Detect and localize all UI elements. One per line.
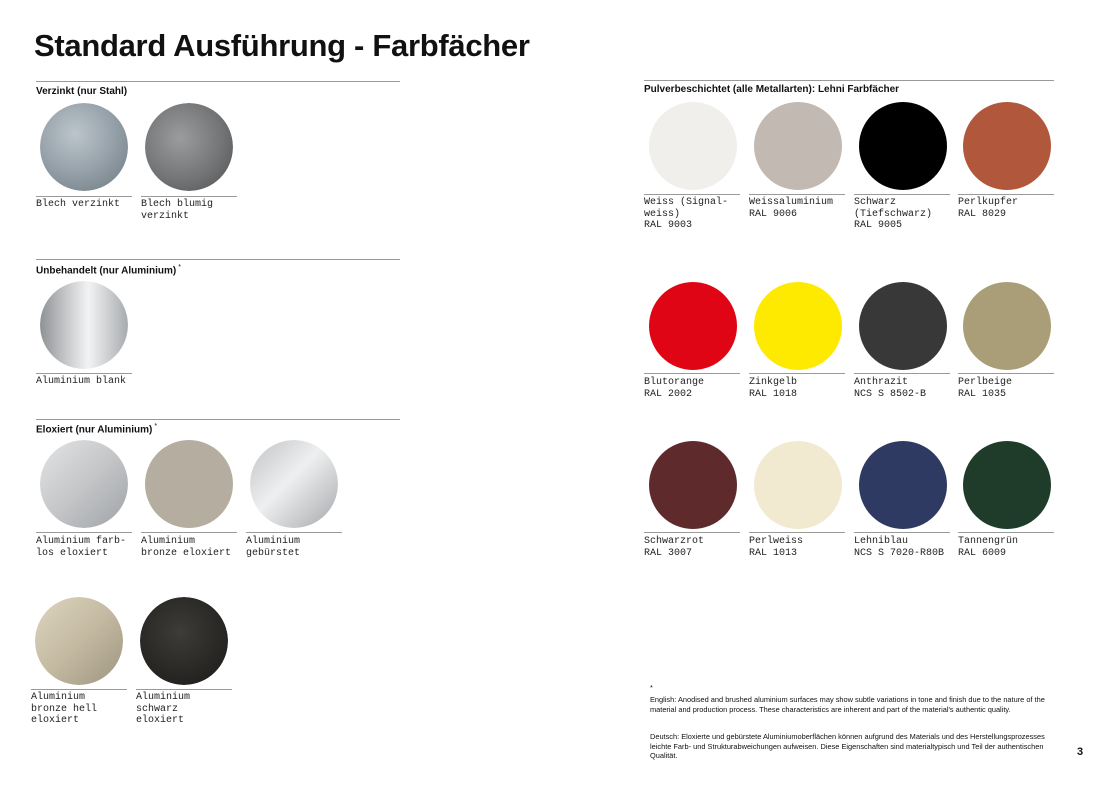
swatch-alu-gebuerstet	[250, 440, 338, 528]
page-title: Standard Ausführung - Farbfächer	[34, 28, 530, 63]
page-number: 3	[1077, 746, 1084, 758]
footnote-deutsch: Deutsch: Eloxierte und gebürstete Aluminiumoberflächen können aufgrund des Materials und des Herstellungsprozesses leichte Farb- und Strukturabweichungen aufweisen. Diese Eigenschaften sind materialtypisch und Teil der authentischen Qualität.	[650, 732, 1045, 761]
section-divider	[36, 259, 400, 260]
swatch-alu-schwarz	[140, 597, 228, 685]
caption-divider	[854, 194, 950, 195]
footnote-english: English: Anodised and brushed aluminium surfaces may show subtle variations in tone and finish due to the nature of the material and production process. These characteristics are inherent and part of the material's authentic quality.	[650, 695, 1045, 714]
caption-divider	[31, 689, 127, 690]
swatch-label: Tannengrün RAL 6009	[958, 536, 1019, 559]
swatch-label: Perlweiss RAL 1013	[749, 536, 804, 559]
section-divider	[36, 419, 400, 420]
caption-divider	[958, 532, 1054, 533]
swatch-label: Aluminium farb- los eloxiert	[36, 536, 127, 559]
swatch-label: Aluminium bronze eloxiert	[141, 536, 232, 559]
caption-divider	[644, 194, 740, 195]
swatch-perlkupfer	[963, 102, 1051, 190]
swatch-label: Blech verzinkt	[36, 199, 121, 210]
swatch-aluminium-blank	[40, 281, 128, 369]
caption-divider	[141, 196, 237, 197]
swatch-label: Weiss (Signal- weiss) RAL 9003	[644, 197, 729, 231]
section-title-eloxiert: Eloxiert (nur Aluminium) *	[36, 423, 158, 436]
swatch-blech-verzinkt	[40, 103, 128, 191]
swatch-weissaluminium	[754, 102, 842, 190]
swatch-label: Perlbeige RAL 1035	[958, 377, 1013, 400]
swatch-lehniblau	[859, 441, 947, 529]
swatch-label: Aluminium blank	[36, 376, 127, 387]
swatch-zinkgelb	[754, 282, 842, 370]
caption-divider	[644, 532, 740, 533]
section-divider	[36, 81, 400, 82]
swatch-label: Lehniblau NCS S 7020-R80B	[854, 536, 945, 559]
section-title-unbehandelt: Unbehandelt (nur Aluminium) *	[36, 264, 181, 277]
caption-divider	[36, 196, 132, 197]
caption-divider	[749, 532, 845, 533]
caption-divider	[854, 532, 950, 533]
swatch-label: Perlkupfer RAL 8029	[958, 197, 1019, 220]
caption-divider	[749, 194, 845, 195]
caption-divider	[36, 532, 132, 533]
caption-divider	[246, 532, 342, 533]
caption-divider	[141, 532, 237, 533]
section-divider	[644, 80, 1054, 81]
swatch-schwarz	[859, 102, 947, 190]
caption-divider	[958, 373, 1054, 374]
swatch-label: Schwarz (Tiefschwarz) RAL 9005	[854, 197, 933, 231]
swatch-label: Anthrazit NCS S 8502-B	[854, 377, 927, 400]
section-title-pulver: Pulverbeschichtet (alle Metallarten): Lehni Farbfächer	[644, 84, 900, 95]
swatch-label: Weissaluminium RAL 9006	[749, 197, 834, 220]
caption-divider	[958, 194, 1054, 195]
swatch-tannengruen	[963, 441, 1051, 529]
swatch-label: Schwarzrot RAL 3007	[644, 536, 705, 559]
swatch-schwarzrot	[649, 441, 737, 529]
swatch-weiss	[649, 102, 737, 190]
swatch-label: Aluminium schwarz eloxiert	[136, 692, 191, 726]
swatch-perlbeige	[963, 282, 1051, 370]
swatch-alu-bronze	[145, 440, 233, 528]
swatch-anthrazit	[859, 282, 947, 370]
swatch-blutorange	[649, 282, 737, 370]
swatch-label: Zinkgelb RAL 1018	[749, 377, 798, 400]
swatch-alu-farblos	[40, 440, 128, 528]
swatch-label: Blech blumig verzinkt	[141, 199, 214, 222]
swatch-label: Aluminium gebürstet	[246, 536, 301, 559]
caption-divider	[36, 373, 132, 374]
caption-divider	[644, 373, 740, 374]
caption-divider	[136, 689, 232, 690]
swatch-perlweiss	[754, 441, 842, 529]
swatch-blech-blumig	[145, 103, 233, 191]
footnote-marker: *	[650, 683, 653, 692]
section-title-verzinkt: Verzinkt (nur Stahl)	[36, 86, 128, 97]
caption-divider	[854, 373, 950, 374]
caption-divider	[749, 373, 845, 374]
swatch-label: Aluminium bronze hell eloxiert	[31, 692, 98, 726]
swatch-label: Blutorange RAL 2002	[644, 377, 705, 400]
swatch-alu-bronze-hell	[35, 597, 123, 685]
